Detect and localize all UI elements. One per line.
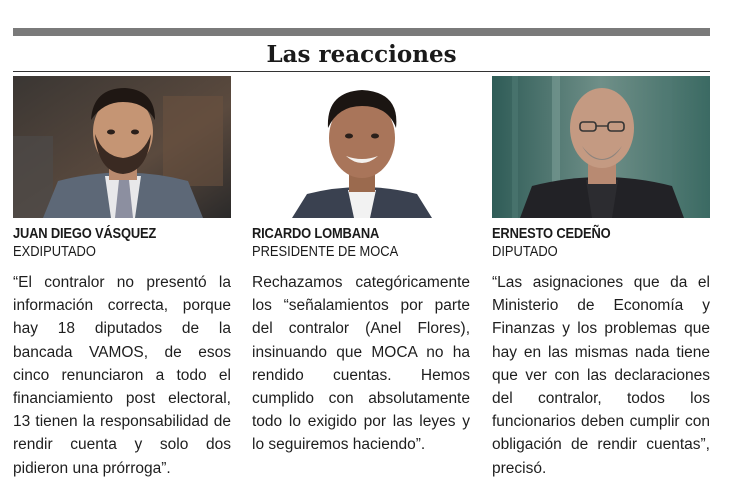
person-quote-2: Rechazamos categóricamente los “señalamientos por parte del contralor (Anel Flores), insinuando que MOCA no ha rendido cuentas. Hemos cumplido con absolutamente todo lo exigido por las leyes y lo seguiremos haciendo”.: [252, 274, 470, 454]
person-role-2: PRESIDENTE DE MOCA: [252, 243, 399, 260]
person-name-3: ERNESTO CEDEÑO: [492, 225, 611, 242]
person-role-1: EXDIPUTADO: [13, 243, 96, 260]
person-role-3: DIPUTADO: [492, 243, 558, 260]
person-quote-1: “El contralor no presentó la información correcta, porque hay 18 diputados de la bancada VAMOS, de esos cinco renunciaron a todo el financiamiento post electoral, 13 tienen la responsabilidad de rendir cuenta y solo dos pidieron una prórroga”.: [13, 274, 231, 477]
top-rule: [13, 28, 710, 36]
reaction-column-3: [492, 76, 710, 480]
person-quote-3: “Las asignaciones que da el Ministerio de Economía y Finanzas y los problemas que hay en las mismas nada tiene que ver con las declaraciones del contralor, todos los funcionarios deben cumplir con obligación de rendir cuentas”, precisó.: [492, 274, 710, 477]
portrait-illustration-3: [492, 76, 710, 218]
person-name-1: JUAN DIEGO VÁSQUEZ: [13, 225, 157, 242]
portrait-photo-2: [252, 76, 470, 218]
page-title: Las reacciones: [266, 41, 457, 68]
reaction-column-2: [252, 76, 470, 457]
portrait-illustration-1: [13, 76, 231, 218]
portrait-illustration-2: [252, 76, 470, 218]
portrait-photo-3: [492, 76, 710, 218]
reaction-column-1: [13, 76, 231, 480]
portrait-photo-1: [13, 76, 231, 218]
title-divider: [13, 71, 710, 72]
person-name-2: RICARDO LOMBANA: [252, 225, 380, 242]
